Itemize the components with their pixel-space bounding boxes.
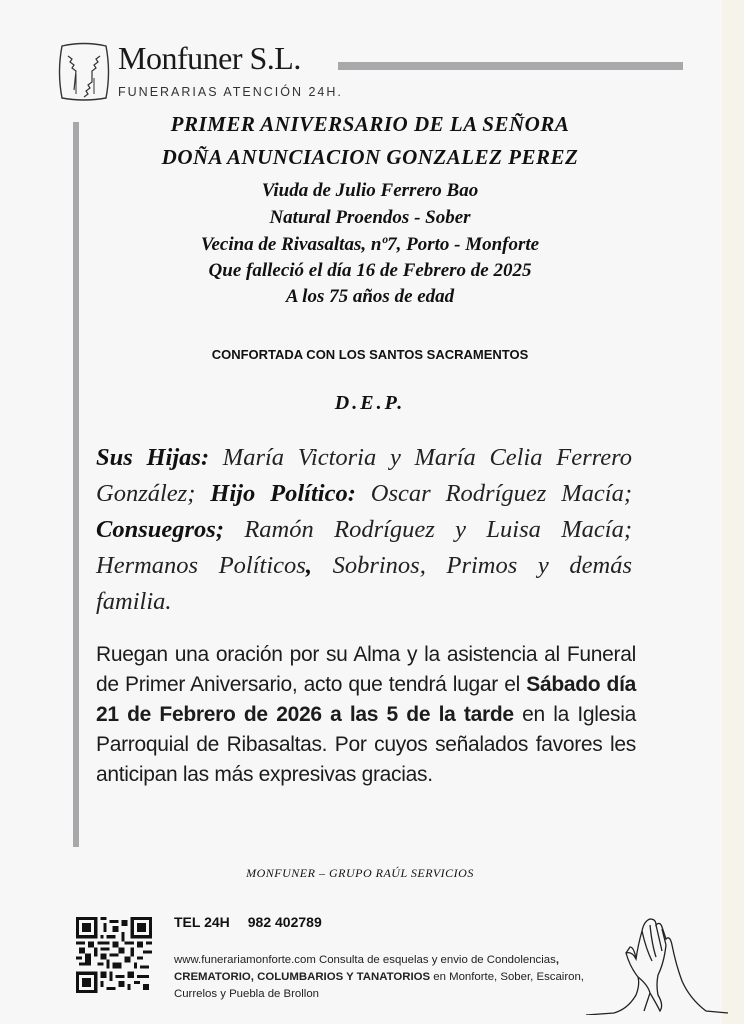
confortada-line: CONFORTADA CON LOS SANTOS SACRAMENTOS — [211, 347, 529, 362]
info-services: , CREMATORIO, COLUMBARIOS Y TANATORIOS — [174, 954, 559, 983]
hijas-label: Sus Hijas: — [96, 444, 210, 471]
ceremony-location: en la Iglesia Parroquial de Ribasaltas. Por cuyos señalados favores les anticipan las más expresivas gracias. — [96, 703, 636, 786]
notice-detail-age: A los 75 años de edad — [285, 286, 455, 307]
comma: , — [305, 552, 312, 579]
side-divider-bar — [73, 122, 79, 847]
info-text-1: Consulta de esquelas y envio de Condolencias — [315, 954, 556, 966]
consuegros-names: Ramón Rodríguez y Luisa Macía; Hermanos Políticos — [96, 516, 632, 579]
family-paragraph — [96, 440, 632, 620]
dep-line: D.E.P. — [334, 392, 406, 414]
notice-detail-address: Vecina de Rivasaltas, nº7, Porto - Monforte — [200, 234, 540, 255]
phone-line — [174, 914, 340, 930]
header-divider-bar — [338, 62, 683, 70]
notice-title-line1: PRIMER ANIVERSARIO DE LA SEÑORA — [170, 112, 570, 136]
ceremony-intro: Ruegan una oración por su Alma y la asistencia al Funeral de Primer Aniversario, acto que tendrá lugar el — [96, 643, 636, 696]
notice-detail-origin: Natural Proendos - Sober — [269, 207, 471, 228]
brand-name: Monfuner S.L. — [118, 40, 301, 76]
tel-label: TEL 24H — [174, 914, 230, 930]
hijo-politico-name: Oscar Rodríguez Macía; — [355, 480, 632, 507]
hijo-politico-label: Hijo Político: — [210, 480, 356, 507]
praying-hands-icon — [586, 915, 732, 1015]
footer-info — [174, 952, 594, 1003]
notice-detail-death-date: Que falleció el día 16 de Febrero de 2025 — [208, 260, 532, 281]
hijas-names: María Victoria y María Celia Ferrero González; — [96, 444, 632, 507]
website-link[interactable]: www.funerariamonforte.com — [174, 954, 316, 966]
monfuner-logo-icon — [56, 42, 112, 102]
qr-code-icon[interactable] — [76, 917, 152, 993]
ceremony-paragraph — [96, 640, 636, 790]
tel-number[interactable]: 982 402789 — [247, 914, 322, 930]
notice-detail-widow: Viuda de Julio Ferrero Bao — [261, 180, 479, 201]
page-edge — [722, 0, 744, 1024]
family-rest: Sobrinos, Primos y demás familia. — [96, 552, 633, 615]
signature: MONFUNER – GRUPO RAÚL SERVICIOS — [246, 866, 474, 880]
consuegros-label: Consuegros; — [96, 516, 224, 543]
brand-tagline: FUNERARIAS ATENCIÓN 24H. — [118, 85, 343, 99]
notice-title-line2: DOÑA ANUNCIACION GONZALEZ PEREZ — [161, 145, 579, 169]
ceremony-date-time: Sábado día 21 de Febrero de 2026 a las 5 de la tarde — [96, 673, 636, 726]
info-text-2: en Monforte, Sober, Escairon, Currelos y Puebla de Brollon — [174, 971, 584, 1000]
